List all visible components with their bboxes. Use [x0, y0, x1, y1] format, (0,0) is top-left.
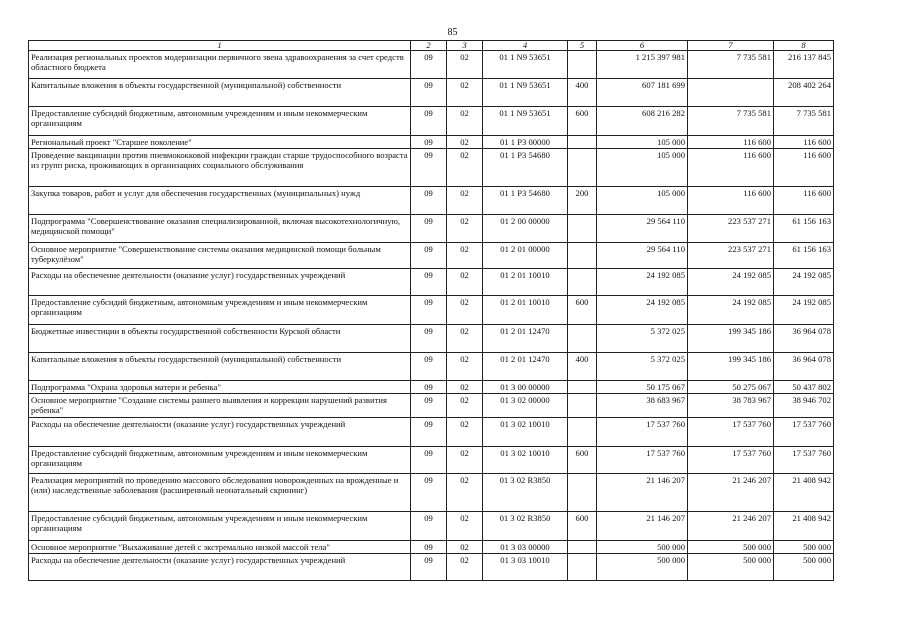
row-section-code: 09 — [411, 512, 447, 541]
row-section-code: 09 — [411, 554, 447, 581]
row-target-article-code: 01 3 02 R3850 — [483, 474, 568, 512]
row-name: Расходы на обеспечение деятельности (оказание услуг) государственных учреждений — [29, 554, 411, 581]
row-amount-col7: 21 246 207 — [688, 512, 774, 541]
row-amount-col8: 61 156 163 — [774, 243, 834, 269]
table-row — [29, 474, 834, 512]
row-target-article-code: 01 3 02 R3850 — [483, 512, 568, 541]
row-target-article-code: 01 1 P3 00000 — [483, 136, 568, 149]
row-target-article-code: 01 2 01 10010 — [483, 296, 568, 325]
row-target-article-code: 01 2 01 12470 — [483, 325, 568, 353]
row-expense-type-code: 600 — [568, 447, 597, 474]
row-subsection-code: 02 — [447, 512, 483, 541]
column-number: 3 — [447, 41, 483, 51]
row-amount-col6: 24 192 085 — [597, 269, 688, 296]
row-expense-type-code: 600 — [568, 512, 597, 541]
row-name: Основное мероприятие "Выхаживание детей с экстремально низкой массой тела" — [29, 541, 411, 554]
row-subsection-code: 02 — [447, 51, 483, 79]
row-amount-col7: 116 600 — [688, 187, 774, 215]
row-expense-type-code — [568, 215, 597, 243]
table-row — [29, 296, 834, 325]
row-name: Реализация мероприятий по проведению массового обследования новорожденных на врожденные и (или) наследственные заболевания (расширенный неонатальный скрининг) — [29, 474, 411, 512]
row-expense-type-code — [568, 51, 597, 79]
table-body — [29, 51, 834, 581]
row-amount-col7: 199 345 186 — [688, 353, 774, 381]
row-target-article-code: 01 1 N9 53651 — [483, 51, 568, 79]
row-amount-col6: 50 175 067 — [597, 381, 688, 394]
row-subsection-code: 02 — [447, 187, 483, 215]
column-number: 4 — [483, 41, 568, 51]
row-subsection-code: 02 — [447, 474, 483, 512]
row-section-code: 09 — [411, 353, 447, 381]
row-amount-col8: 500 000 — [774, 541, 834, 554]
row-expense-type-code — [568, 554, 597, 581]
row-expense-type-code — [568, 394, 597, 418]
table-row — [29, 215, 834, 243]
row-amount-col8: 38 946 702 — [774, 394, 834, 418]
table-row — [29, 243, 834, 269]
row-amount-col6: 17 537 760 — [597, 418, 688, 447]
row-amount-col8: 24 192 085 — [774, 296, 834, 325]
row-amount-col6: 29 564 110 — [597, 215, 688, 243]
row-section-code: 09 — [411, 107, 447, 136]
row-amount-col6: 29 564 110 — [597, 243, 688, 269]
column-number: 2 — [411, 41, 447, 51]
row-section-code: 09 — [411, 474, 447, 512]
row-subsection-code: 02 — [447, 215, 483, 243]
table-row — [29, 394, 834, 418]
row-section-code: 09 — [411, 541, 447, 554]
row-amount-col7: 500 000 — [688, 554, 774, 581]
row-amount-col8: 116 600 — [774, 187, 834, 215]
row-subsection-code: 02 — [447, 79, 483, 107]
row-amount-col7: 24 192 085 — [688, 269, 774, 296]
row-section-code: 09 — [411, 394, 447, 418]
row-subsection-code: 02 — [447, 107, 483, 136]
row-subsection-code: 02 — [447, 325, 483, 353]
table-row — [29, 51, 834, 79]
row-subsection-code: 02 — [447, 381, 483, 394]
row-target-article-code: 01 2 00 00000 — [483, 215, 568, 243]
row-amount-col7: 223 537 271 — [688, 243, 774, 269]
row-section-code: 09 — [411, 51, 447, 79]
row-name: Подпрограмма "Совершенствование оказания специализированной, включая высокотехнологичную, медицинской помощи" — [29, 215, 411, 243]
budget-table — [28, 40, 834, 581]
row-amount-col7: 199 345 186 — [688, 325, 774, 353]
row-section-code: 09 — [411, 136, 447, 149]
row-amount-col7: 7 735 581 — [688, 107, 774, 136]
row-section-code: 09 — [411, 215, 447, 243]
row-expense-type-code — [568, 243, 597, 269]
row-expense-type-code — [568, 541, 597, 554]
row-name: Проведение вакцинации против пневмококковой инфекции граждан старше трудоспособного возраста из групп риска, проживающих в организациях социального обслуживания — [29, 149, 411, 187]
row-amount-col6: 5 372 025 — [597, 353, 688, 381]
row-subsection-code: 02 — [447, 394, 483, 418]
table-row — [29, 107, 834, 136]
row-expense-type-code: 200 — [568, 187, 597, 215]
row-amount-col8: 208 402 264 — [774, 79, 834, 107]
row-section-code: 09 — [411, 243, 447, 269]
table-row — [29, 554, 834, 581]
row-subsection-code: 02 — [447, 136, 483, 149]
row-amount-col7: 21 246 207 — [688, 474, 774, 512]
table-row — [29, 149, 834, 187]
row-target-article-code: 01 3 02 10010 — [483, 418, 568, 447]
row-amount-col6: 105 000 — [597, 187, 688, 215]
table-row — [29, 541, 834, 554]
row-amount-col7: 17 537 760 — [688, 447, 774, 474]
table-row — [29, 325, 834, 353]
row-name: Предоставление субсидий бюджетным, автономным учреждениям и иным некоммерческим организациям — [29, 447, 411, 474]
row-expense-type-code — [568, 474, 597, 512]
row-subsection-code: 02 — [447, 149, 483, 187]
row-section-code: 09 — [411, 381, 447, 394]
row-target-article-code: 01 2 01 12470 — [483, 353, 568, 381]
row-name: Основное мероприятие "Создание системы раннего выявления и коррекции нарушений развития ребенка" — [29, 394, 411, 418]
row-expense-type-code — [568, 136, 597, 149]
row-target-article-code: 01 3 02 00000 — [483, 394, 568, 418]
row-amount-col8: 50 437 802 — [774, 381, 834, 394]
row-amount-col6: 105 000 — [597, 136, 688, 149]
row-amount-col8: 61 156 163 — [774, 215, 834, 243]
row-name: Предоставление субсидий бюджетным, автономным учреждениям и иным некоммерческим организациям — [29, 512, 411, 541]
row-target-article-code: 01 3 03 00000 — [483, 541, 568, 554]
row-amount-col8: 17 537 760 — [774, 418, 834, 447]
row-amount-col6: 24 192 085 — [597, 296, 688, 325]
row-amount-col7: 223 537 271 — [688, 215, 774, 243]
row-target-article-code: 01 1 N9 53651 — [483, 107, 568, 136]
row-amount-col8: 24 192 085 — [774, 269, 834, 296]
row-expense-type-code: 400 — [568, 79, 597, 107]
row-section-code: 09 — [411, 325, 447, 353]
row-name: Закупка товаров, работ и услуг для обеспечения государственных (муниципальных) нужд — [29, 187, 411, 215]
row-amount-col6: 1 215 397 981 — [597, 51, 688, 79]
row-section-code: 09 — [411, 149, 447, 187]
column-number: 1 — [29, 41, 411, 51]
row-amount-col8: 7 735 581 — [774, 107, 834, 136]
row-amount-col8: 500 000 — [774, 554, 834, 581]
row-amount-col8: 216 137 845 — [774, 51, 834, 79]
row-amount-col7: 17 537 760 — [688, 418, 774, 447]
row-amount-col8: 116 600 — [774, 149, 834, 187]
row-name: Подпрограмма "Охрана здоровья матери и ребенка" — [29, 381, 411, 394]
row-amount-col6: 21 146 207 — [597, 474, 688, 512]
row-name: Капитальные вложения в объекты государственной (муниципальной) собственности — [29, 353, 411, 381]
row-amount-col6: 607 181 699 — [597, 79, 688, 107]
table-row — [29, 136, 834, 149]
row-amount-col8: 17 537 760 — [774, 447, 834, 474]
row-target-article-code: 01 3 02 10010 — [483, 447, 568, 474]
row-expense-type-code — [568, 381, 597, 394]
row-name: Расходы на обеспечение деятельности (оказание услуг) государственных учреждений — [29, 418, 411, 447]
row-amount-col6: 38 683 967 — [597, 394, 688, 418]
table-row — [29, 353, 834, 381]
column-number: 6 — [597, 41, 688, 51]
row-section-code: 09 — [411, 269, 447, 296]
row-amount-col7: 24 192 085 — [688, 296, 774, 325]
column-number: 7 — [688, 41, 774, 51]
row-expense-type-code: 600 — [568, 296, 597, 325]
row-expense-type-code: 400 — [568, 353, 597, 381]
row-amount-col7: 38 783 967 — [688, 394, 774, 418]
row-subsection-code: 02 — [447, 554, 483, 581]
row-subsection-code: 02 — [447, 269, 483, 296]
row-target-article-code: 01 1 P3 54680 — [483, 187, 568, 215]
table-row — [29, 187, 834, 215]
row-target-article-code: 01 2 01 10010 — [483, 269, 568, 296]
row-name: Основное мероприятие "Совершенствование системы оказания медицинской помощи больным туберкулёзом" — [29, 243, 411, 269]
column-number: 8 — [774, 41, 834, 51]
row-target-article-code: 01 2 01 00000 — [483, 243, 568, 269]
row-amount-col6: 608 216 282 — [597, 107, 688, 136]
row-expense-type-code — [568, 325, 597, 353]
row-section-code: 09 — [411, 187, 447, 215]
row-name: Расходы на обеспечение деятельности (оказание услуг) государственных учреждений — [29, 269, 411, 296]
row-amount-col7 — [688, 79, 774, 107]
row-amount-col6: 500 000 — [597, 554, 688, 581]
row-amount-col8: 36 964 078 — [774, 353, 834, 381]
table-row — [29, 269, 834, 296]
row-subsection-code: 02 — [447, 243, 483, 269]
row-name: Региональный проект "Старшее поколение" — [29, 136, 411, 149]
row-name: Бюджетные инвестиции в объекты государственной собственности Курской области — [29, 325, 411, 353]
row-expense-type-code: 600 — [568, 107, 597, 136]
row-amount-col7: 116 600 — [688, 149, 774, 187]
row-subsection-code: 02 — [447, 296, 483, 325]
row-amount-col6: 500 000 — [597, 541, 688, 554]
row-expense-type-code — [568, 418, 597, 447]
row-amount-col6: 21 146 207 — [597, 512, 688, 541]
row-name: Реализация региональных проектов модернизации первичного звена здравоохранения за счет средств областного бюджета — [29, 51, 411, 79]
row-target-article-code: 01 3 00 00000 — [483, 381, 568, 394]
row-amount-col7: 7 735 581 — [688, 51, 774, 79]
row-section-code: 09 — [411, 418, 447, 447]
row-subsection-code: 02 — [447, 418, 483, 447]
row-expense-type-code — [568, 269, 597, 296]
row-section-code: 09 — [411, 296, 447, 325]
row-amount-col8: 21 408 942 — [774, 512, 834, 541]
row-amount-col6: 17 537 760 — [597, 447, 688, 474]
row-subsection-code: 02 — [447, 447, 483, 474]
row-subsection-code: 02 — [447, 541, 483, 554]
table-row — [29, 447, 834, 474]
row-amount-col7: 116 600 — [688, 136, 774, 149]
row-amount-col6: 105 000 — [597, 149, 688, 187]
table-row — [29, 512, 834, 541]
row-expense-type-code — [568, 149, 597, 187]
row-section-code: 09 — [411, 79, 447, 107]
row-amount-col8: 36 964 078 — [774, 325, 834, 353]
row-target-article-code: 01 1 P3 54680 — [483, 149, 568, 187]
row-target-article-code: 01 3 03 10010 — [483, 554, 568, 581]
table-row — [29, 381, 834, 394]
row-amount-col7: 50 275 067 — [688, 381, 774, 394]
row-amount-col8: 116 600 — [774, 136, 834, 149]
row-subsection-code: 02 — [447, 353, 483, 381]
page-number: 85 — [447, 27, 458, 38]
table-row — [29, 79, 834, 107]
column-number: 5 — [568, 41, 597, 51]
table-row — [29, 418, 834, 447]
column-number-row — [29, 41, 834, 51]
row-amount-col8: 21 408 942 — [774, 474, 834, 512]
row-target-article-code: 01 1 N9 53651 — [483, 79, 568, 107]
row-amount-col6: 5 372 025 — [597, 325, 688, 353]
row-amount-col7: 500 000 — [688, 541, 774, 554]
row-name: Капитальные вложения в объекты государственной (муниципальной) собственности — [29, 79, 411, 107]
row-name: Предоставление субсидий бюджетным, автономным учреждениям и иным некоммерческим организациям — [29, 107, 411, 136]
row-section-code: 09 — [411, 447, 447, 474]
row-name: Предоставление субсидий бюджетным, автономным учреждениям и иным некоммерческим организациям — [29, 296, 411, 325]
